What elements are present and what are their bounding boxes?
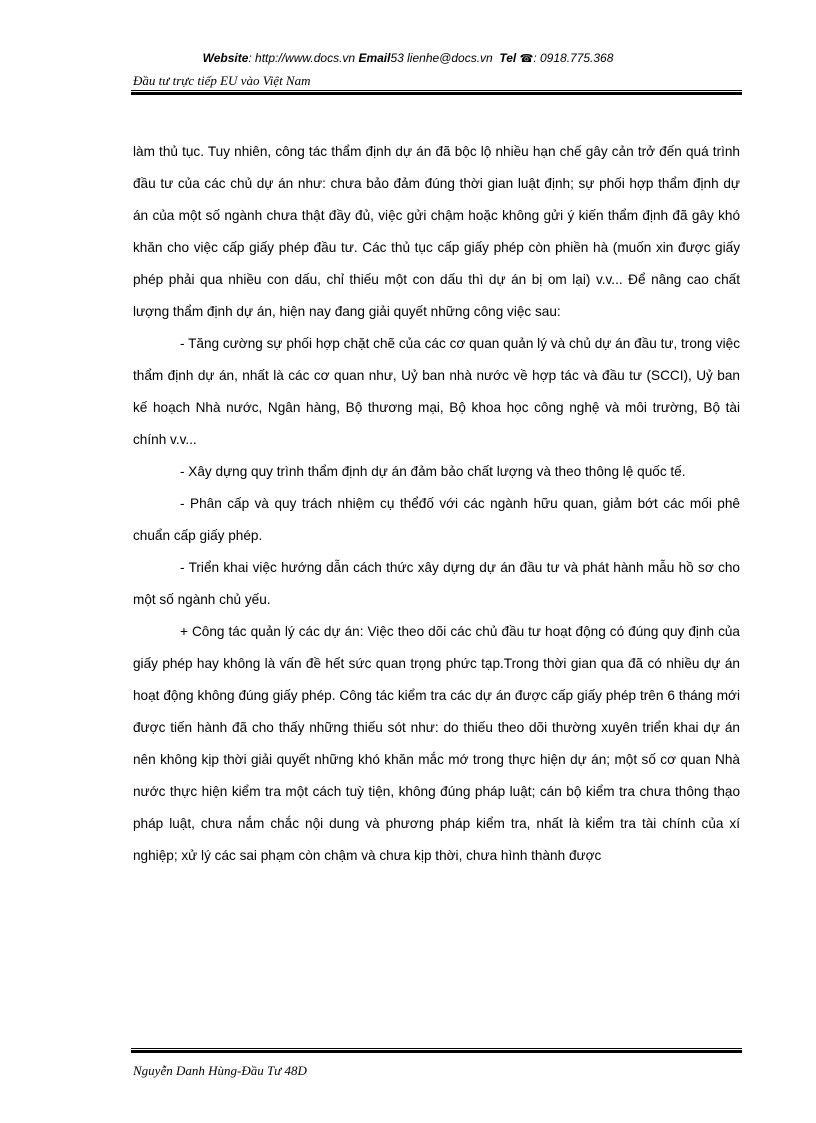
footer-rule <box>131 1048 742 1053</box>
body-paragraph: - Phân cấp và quy trách nhiệm cụ thểđố với các ngành hữu quan, giảm bớt các mối phê chuẩn cấp giấy phép. <box>133 496 740 543</box>
body-paragraph: làm thủ tục. Tuy nhiên, công tác thẩm định dự án đã bộc lộ nhiều hạn chế gây cản trở đến quá trình đầu tư của các chủ dự án như: chưa bảo đảm đúng thời gian luật định; sự phối hợp thẩm định dự án của một số ngành chưa thật đầy đủ, việc gửi chậm hoặc không gửi ý kiến thẩm định đã gây khó khăn cho việc cấp giấy phép đầu tư. Các thủ tục cấp giấy phép còn phiền hà (muốn xin được giấy phép phải qua nhiều con dấu, chỉ thiếu một con dấu thì dự án bị om lại) v.v... Để nâng cao chất lượng thẩm định dự án, hiện nay đang giải quyết những công việc sau: <box>133 144 740 319</box>
website-label: Website <box>202 51 249 65</box>
phone-icon: ☎ <box>519 53 534 65</box>
footer-author: Nguyễn Danh Hùng-Đầu Tư 48D <box>133 1063 307 1078</box>
header-rule <box>131 90 742 95</box>
document-body <box>133 136 740 872</box>
body-paragraph: + Công tác quản lý các dự án: Việc theo dõi các chủ đầu tư hoạt động có đúng quy định của giấy phép hay không là vấn đề hết sức quan trọng phức tạp.Trong thời gian qua đã có nhiều dự án hoạt động không đúng giấy phép. Công tác kiểm tra các dự án được cấp giấy phép trên 6 tháng mới được tiến hành đã cho thấy những thiếu sót như: do thiếu theo dõi thường xuyên triển khai dự án nên không kịp thời giải quyết những khó khăn mắc mớ trong thực hiện dự án; một số cơ quan Nhà nước thực hiện kiểm tra một cách tuỳ tiện, không đúng pháp luật; cán bộ kiểm tra chưa thông thạo pháp luật, chưa nắm chắc nội dung và phương pháp kiểm tra, nhất là kiểm tra tài chính của xí nghiệp; xử lý các sai phạm còn chậm và chưa kịp thời, chưa hình thành được <box>133 624 740 863</box>
site-contact-line <box>0 51 816 65</box>
body-paragraph: - Triển khai việc hướng dẫn cách thức xây dựng dự án đầu tư và phát hành mẫu hồ sơ cho một số ngành chủ yếu. <box>133 560 740 607</box>
email-address[interactable]: 53 lienhe@docs.vn <box>390 51 493 65</box>
email-label: Email <box>358 51 391 65</box>
body-paragraph: - Xây dựng quy trình thẩm định dự án đảm bảo chất lượng và theo thông lệ quốc tế. <box>180 464 686 479</box>
website-url[interactable]: : http://www.docs.vn <box>248 51 356 65</box>
document-header-title: Đầu tư trực tiếp EU vào Việt Nam <box>133 73 311 88</box>
body-paragraph: - Tăng cường sự phối hợp chặt chẽ của các cơ quan quản lý và chủ dự án đầu tư, trong việc thẩm định dự án, nhất là các cơ quan như, Uỷ ban nhà nước về hợp tác và đầu tư (SCCI), Uỷ ban kế hoạch Nhà nước, Ngân hàng, Bộ thương mại, Bộ khoa học công nghệ và môi trường, Bộ tài chính v.v... <box>133 336 740 447</box>
tel-number: : 0918.775.368 <box>533 51 614 65</box>
tel-label: Tel <box>499 51 517 65</box>
